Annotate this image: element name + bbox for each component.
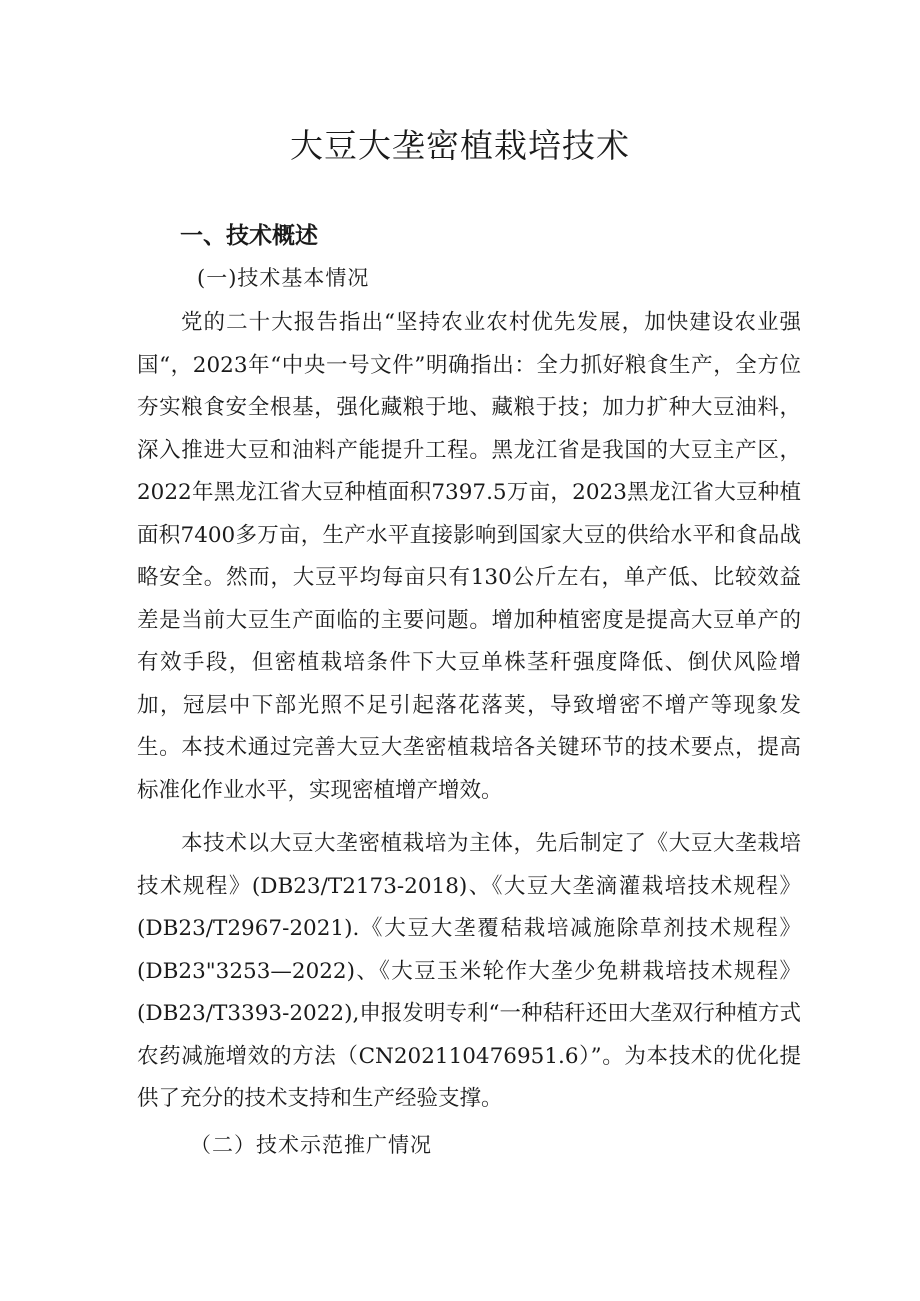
subsection-heading-basic: (一)技术基本情况: [197, 266, 370, 290]
body-paragraph-2: 本技术以大豆大垄密植栽培为主体，先后制定了《大豆大垄栽培技术规程》(DB23/T2173-2018)、《大豆大垄滴灌栽培技术规程》(DB23/T2967-2021).《大豆大垄覆秸栽培减施除草剂技术规程》(DB23"3253—2022)、《大豆玉米轮作大垄少免耕栽培技术规程》(DB23/T3393-2022),申报发明专利“一种秸秆还田大垄双行种植方式农药减施增效的方法（CN202110476951.6）”。为本技术的优化提供了充分的技术支持和生产经验支撑。: [137, 831, 801, 1111]
section-heading-overview: 一、技术概述: [180, 223, 318, 249]
document-title: 大豆大垄密植栽培技术: [290, 126, 630, 165]
subsection-heading-promotion: （二）技术示范推广情况: [190, 1133, 432, 1157]
body-paragraph-1: 党的二十大报告指出“坚持农业农村优先发展，加快建设农业强国“，2023年“中央一号文件”明确指出：全力抓好粮食生产，全方位夯实粮食安全根基，强化藏粮于地、藏粮于技；加力扩种大豆油料，深入推进大豆和油料产能提升工程。黑龙江省是我国的大豆主产区，2022年黑龙江省大豆种植面积7397.5万亩，2023黑龙江省大豆种植面积7400多万亩，生产水平直接影响到国家大豆的供给水平和食品战略安全。然而，大豆平均每亩只有130公斤左右，单产低、比较效益差是当前大豆生产面临的主要问题。增加种植密度是提高大豆单产的有效手段，但密植栽培条件下大豆单株茎秆强度降低、倒伏风险增加，冠层中下部光照不足引起落花落荚，导致增密不增产等现象发生。本技术通过完善大豆大垄密植栽培各关键环节的技术要点，提高标准化作业水平，实现密植增产增效。: [137, 310, 801, 803]
